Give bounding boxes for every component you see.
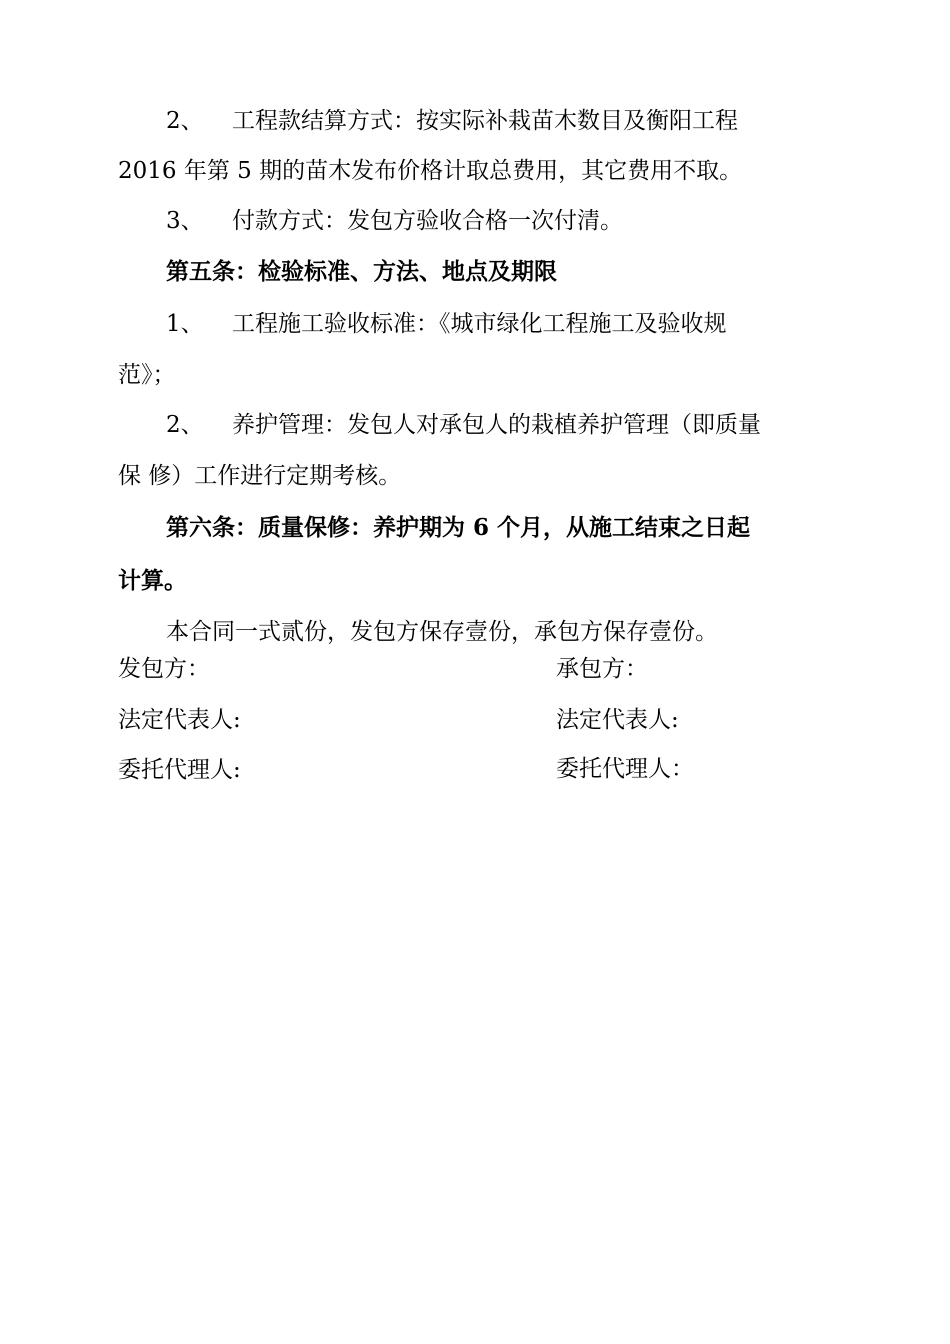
article-5-item-2-line-1 (166, 410, 761, 440)
article-5-heading: 第五条：检验标准、方法、地点及期限 (166, 258, 557, 285)
article-5-item-1-line-2: 范》； (118, 362, 176, 388)
clause-text: 付款方式：发包方验收合格一次付清。 (232, 208, 623, 234)
article-5-item-2-line-2: 保 修）工作进行定期考核。 (118, 463, 402, 489)
clause-text: 工程款结算方式：按实际补栽苗木数目及衡阳工程 (232, 108, 738, 134)
clause-number: 2、 (166, 108, 204, 134)
clause-number: 1、 (166, 311, 204, 337)
article-6-line-2: 计算。 (118, 567, 187, 594)
clause-3 (166, 206, 623, 236)
clause-number: 3、 (166, 208, 204, 234)
article-5-item-1-line-1 (166, 309, 727, 339)
clause-2-line-1 (166, 106, 738, 136)
clause-2-line-2: 2016 年第 5 期的苗木发布价格计取总费用，其它费用不取。 (118, 158, 743, 184)
party-b-agent: 委托代理人： (556, 756, 694, 782)
party-a-label: 发包方： (118, 656, 210, 682)
copies-statement: 本合同一式贰份，发包方保存壹份，承包方保存壹份。 (166, 619, 718, 645)
party-b-label: 承包方： (556, 656, 648, 682)
article-6-line-1: 第六条：质量保修：养护期为 6 个月，从施工结束之日起 (166, 514, 751, 541)
party-a-legal-rep: 法定代表人: (118, 707, 241, 733)
party-a-agent: 委托代理人: (118, 757, 241, 783)
clause-text: 工程施工验收标准：《城市绿化工程施工及验收规 (232, 311, 727, 337)
clause-number: 2、 (166, 412, 204, 438)
clause-text: 养护管理：发包人对承包人的栽植养护管理（即质量 (232, 412, 761, 438)
party-b-legal-rep: 法定代表人: (556, 707, 679, 733)
